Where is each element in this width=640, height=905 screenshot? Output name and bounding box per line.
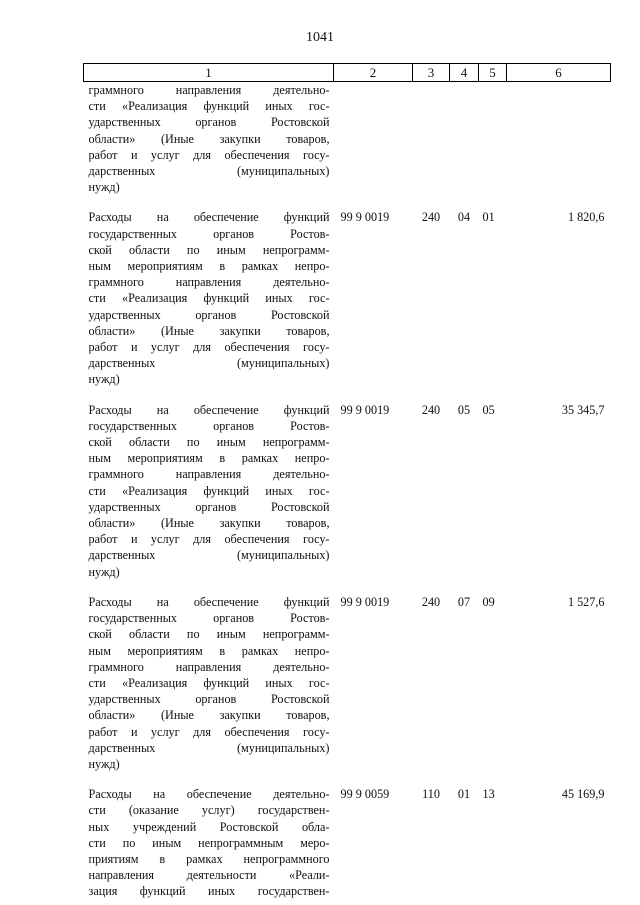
table-header-row — [84, 64, 611, 82]
subsection-code: 05 — [482, 402, 495, 417]
description-line: нужд) — [88, 756, 120, 771]
description-line: сти (оказание услуг) государствен- — [88, 803, 330, 818]
description-line: дарственных (муниципальных) — [88, 548, 330, 563]
description-line: области» (Иные закупки товаров, — [88, 708, 330, 723]
description-line: нужд) — [88, 180, 120, 195]
description-line: сти «Реализация функций иных гос- — [88, 483, 330, 498]
amount-value: 1 820,6 — [567, 210, 605, 225]
expense-type-code: 240 — [421, 210, 441, 225]
description-line: граммного направления деятельно- — [88, 659, 330, 674]
amount-value — [507, 82, 611, 196]
row-gap — [84, 772, 611, 786]
description-line: области» (Иные закупки товаров, — [88, 516, 330, 531]
table-row — [84, 82, 611, 196]
expense-description — [84, 82, 334, 196]
header-cell-col2: 2 — [334, 64, 413, 82]
description-line: ным мероприятиям в рамках непро- — [88, 259, 330, 274]
description-line: ударственных органов Ростовской — [88, 115, 330, 130]
expense-description — [84, 594, 334, 772]
description-line: ных учреждений Ростовской обла- — [88, 819, 330, 834]
expense-type-code: 110 — [422, 787, 440, 802]
description-line: ской области по иным непрограмм- — [88, 242, 330, 257]
description-line: Расходы на обеспечение функций — [88, 210, 330, 225]
description-line: граммного направления деятельно- — [88, 275, 330, 290]
amount-value: 1 527,6 — [567, 594, 605, 609]
description-line: ным мероприятиям в рамках непро- — [88, 643, 330, 658]
description-line: граммного направления деятельно- — [88, 83, 330, 97]
table-row — [84, 209, 611, 387]
description-line: сти «Реализация функций иных гос- — [88, 99, 330, 114]
description-line: работ и услуг для обеспечения госу- — [88, 147, 330, 162]
header-cell-col4: 4 — [450, 64, 479, 82]
row-gap — [84, 580, 611, 594]
description-line: нужд) — [88, 564, 120, 579]
header-cell-col1: 1 — [84, 64, 334, 82]
target-article-code: 99 9 0059 — [340, 787, 390, 802]
row-gap — [84, 388, 611, 402]
expense-type-code: 240 — [421, 594, 441, 609]
section-code: 01 — [457, 787, 471, 802]
description-line: направления деятельности «Реали- — [88, 868, 330, 883]
row-gap — [84, 195, 611, 209]
target-article-code: 99 9 0019 — [340, 594, 390, 609]
description-line: работ и услуг для обеспечения госу- — [88, 532, 330, 547]
header-cell-col6: 6 — [507, 64, 611, 82]
description-line: государственных органов Ростов- — [88, 611, 330, 626]
description-line: работ и услуг для обеспечения госу- — [88, 340, 330, 355]
expense-description — [84, 209, 334, 387]
description-line: сти «Реализация функций иных гос- — [88, 675, 330, 690]
header-cell-col5: 5 — [479, 64, 507, 82]
description-line: граммного направления деятельно- — [88, 467, 330, 482]
section-code: 07 — [457, 594, 471, 609]
description-line: Расходы на обеспечение деятельно- — [88, 787, 330, 802]
target-article-code — [334, 82, 413, 196]
table-row — [84, 594, 611, 772]
description-line: ударственных органов Ростовской — [88, 692, 330, 707]
description-line: государственных органов Ростов- — [88, 226, 330, 241]
description-line: зация функций иных государствен- — [88, 884, 330, 899]
table-row — [84, 786, 611, 899]
subsection-code: 09 — [482, 594, 495, 609]
description-line: сти «Реализация функций иных гос- — [88, 291, 330, 306]
description-line: Расходы на обеспечение функций — [88, 594, 330, 609]
description-line: государственных органов Ростов- — [88, 418, 330, 433]
description-line: приятиям в рамках непрограммного — [88, 851, 330, 866]
description-line: нужд) — [88, 372, 120, 387]
subsection-code — [479, 82, 507, 196]
table-row — [84, 402, 611, 580]
budget-table — [83, 63, 611, 900]
page-number: 1041 — [306, 30, 334, 45]
description-line: дарственных (муниципальных) — [88, 740, 330, 755]
description-line: ской области по иным непрограмм- — [88, 627, 330, 642]
section-code: 05 — [457, 402, 471, 417]
description-line: области» (Иные закупки товаров, — [88, 323, 330, 338]
description-line: ударственных органов Ростовской — [88, 307, 330, 322]
expense-type-code: 240 — [421, 402, 441, 417]
description-line: дарственных (муниципальных) — [88, 356, 330, 371]
description-line: дарственных (муниципальных) — [88, 164, 330, 179]
description-line: области» (Иные закупки товаров, — [88, 131, 330, 146]
description-line: ударственных органов Ростовской — [88, 499, 330, 514]
target-article-code: 99 9 0019 — [340, 210, 390, 225]
subsection-code: 13 — [482, 787, 495, 802]
description-line: работ и услуг для обеспечения госу- — [88, 724, 330, 739]
table-body — [84, 82, 611, 900]
amount-value: 35 345,7 — [561, 402, 605, 417]
subsection-code: 01 — [482, 210, 495, 225]
amount-value: 45 169,9 — [561, 787, 605, 802]
header-cell-col3: 3 — [413, 64, 450, 82]
expense-description — [84, 786, 334, 899]
section-code — [450, 82, 479, 196]
description-line: ным мероприятиям в рамках непро- — [88, 451, 330, 466]
expense-description — [84, 402, 334, 580]
description-line: Расходы на обеспечение функций — [88, 402, 330, 417]
target-article-code: 99 9 0019 — [340, 402, 390, 417]
section-code: 04 — [457, 210, 471, 225]
description-line: сти по иным непрограммным меро- — [88, 835, 330, 850]
description-line: ской области по иным непрограмм- — [88, 435, 330, 450]
expense-type-code — [413, 82, 450, 196]
